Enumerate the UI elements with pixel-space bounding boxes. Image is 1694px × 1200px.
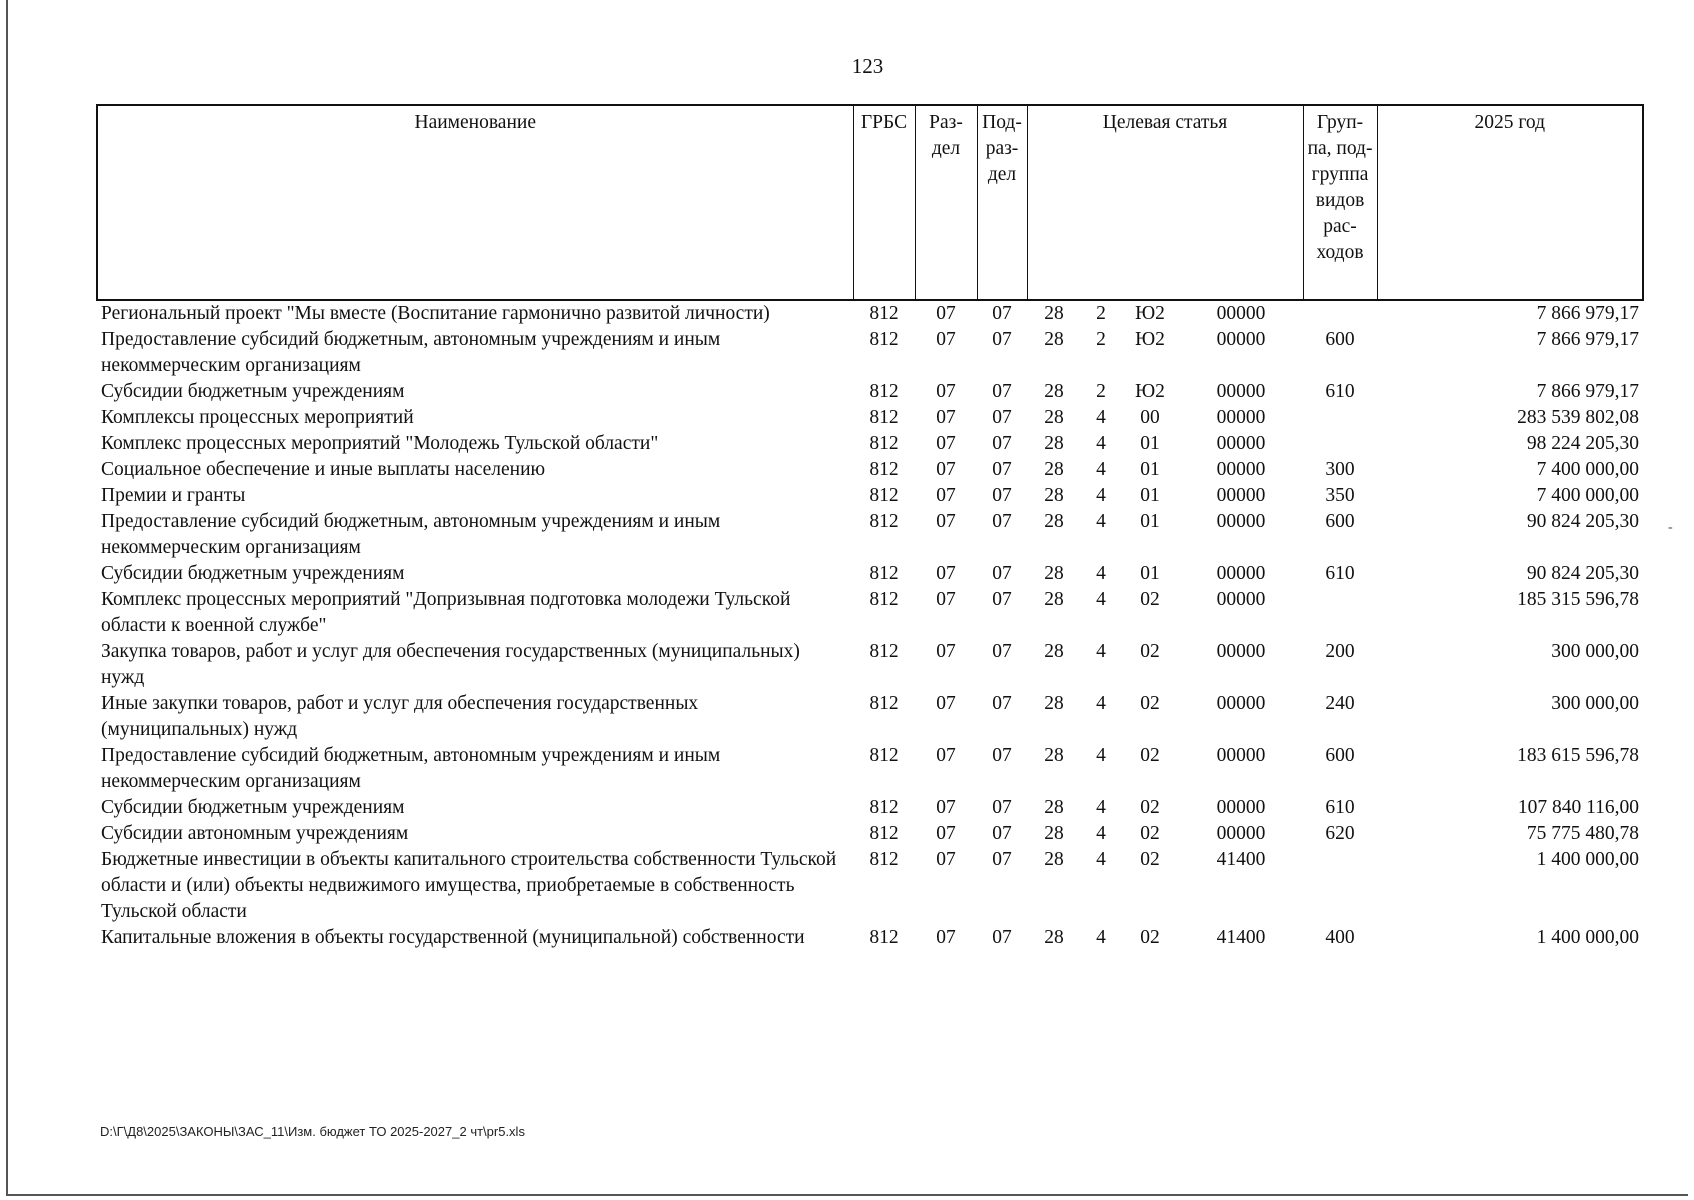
row-cs-direction: 00000 [1216,303,1266,324]
row-cs-direction: 00000 [1216,459,1266,480]
row-name: Субсидии бюджетным учреждениям [101,563,405,584]
row-cs-element: 01 [1140,433,1160,454]
row-razdel: 07 [936,849,956,870]
row-cs-direction: 00000 [1216,745,1266,766]
row-cs-program: 28 [1044,693,1064,714]
row-razdel: 07 [936,927,956,948]
row-podrazdel: 07 [992,693,1012,714]
row-podrazdel: 07 [992,407,1012,428]
row-cs-program: 28 [1044,381,1064,402]
row-name: Премии и гранты [101,485,246,506]
row-vid-rashodov: 610 [1325,797,1355,818]
row-cs-element: 01 [1140,459,1160,480]
row-cs-program: 28 [1044,797,1064,818]
row-cs-element: 02 [1140,797,1160,818]
header-podrazdel: Под- раз- дел [977,105,1027,300]
row-cs-type: 4 [1096,589,1106,610]
page-frame-left [6,0,8,1196]
stray-mark: - [1668,520,1673,535]
row-cs-direction: 00000 [1216,693,1266,714]
table-row [97,795,1643,821]
row-amount: 107 840 116,00 [1517,797,1640,818]
row-amount: 183 615 596,78 [1517,745,1640,766]
table-row [97,925,1643,951]
header-razdel: Раз- дел [915,105,977,300]
row-razdel: 07 [936,745,956,766]
row-amount: 185 315 596,78 [1517,589,1640,610]
row-name: Субсидии бюджетным учреждениям [101,381,405,402]
row-cs-direction: 00000 [1216,563,1266,584]
row-podrazdel: 07 [992,485,1012,506]
row-podrazdel: 07 [992,563,1012,584]
row-razdel: 07 [936,303,956,324]
row-cs-type: 4 [1096,823,1106,844]
row-cs-type: 2 [1096,303,1106,324]
row-grbs: 812 [869,927,899,948]
row-amount: 283 539 802,08 [1517,407,1640,428]
row-name: Субсидии бюджетным учреждениям [101,797,405,818]
row-grbs: 812 [869,329,899,350]
row-cs-program: 28 [1044,641,1064,662]
row-cs-program: 28 [1044,589,1064,610]
row-name: Предоставление субсидий бюджетным, автономным учреждениям и иным некоммерческим организациям [101,745,721,792]
row-cs-program: 28 [1044,563,1064,584]
row-name: Закупка товаров, работ и услуг для обеспечения государственных (муниципальных) нужд [101,641,800,688]
row-amount: 90 824 205,30 [1526,511,1640,532]
row-amount: 7 866 979,17 [1536,303,1640,324]
row-podrazdel: 07 [992,849,1012,870]
row-cs-program: 28 [1044,459,1064,480]
row-amount: 1 400 000,00 [1536,849,1640,870]
row-cs-element: 02 [1140,823,1160,844]
table-row [97,300,1643,327]
row-name: Комплекс процессных мероприятий "Допризывная подготовка молодежи Тульской области к военной службе" [101,589,791,636]
row-cs-direction: 41400 [1216,849,1266,870]
row-cs-direction: 00000 [1216,797,1266,818]
row-cs-element: Ю2 [1135,329,1165,350]
row-cs-type: 2 [1096,329,1106,350]
row-cs-direction: 41400 [1216,927,1266,948]
header-grbs: ГРБС [853,105,915,300]
table-row [97,639,1643,691]
row-cs-element: 00 [1140,407,1160,428]
row-cs-program: 28 [1044,927,1064,948]
row-vid-rashodov [1303,405,1377,431]
table-row [97,457,1643,483]
row-podrazdel: 07 [992,329,1012,350]
table-row [97,431,1643,457]
table-row [97,379,1643,405]
row-vid-rashodov: 610 [1325,381,1355,402]
header-celevaya-statya: Целевая статья [1027,105,1303,300]
row-razdel: 07 [936,589,956,610]
table-row [97,587,1643,639]
row-cs-direction: 00000 [1216,329,1266,350]
row-razdel: 07 [936,563,956,584]
row-amount: 75 775 480,78 [1526,823,1640,844]
table-row [97,847,1643,925]
row-razdel: 07 [936,329,956,350]
row-cs-element: 02 [1140,849,1160,870]
table-row [97,691,1643,743]
row-cs-direction: 00000 [1216,485,1266,506]
row-razdel: 07 [936,433,956,454]
row-cs-direction: 00000 [1216,433,1266,454]
row-grbs: 812 [869,849,899,870]
row-grbs: 812 [869,303,899,324]
row-cs-element: Ю2 [1135,303,1165,324]
row-cs-type: 4 [1096,563,1106,584]
row-cs-direction: 00000 [1216,641,1266,662]
row-razdel: 07 [936,797,956,818]
row-cs-direction: 00000 [1216,823,1266,844]
row-amount: 7 866 979,17 [1536,329,1640,350]
table-row [97,405,1643,431]
row-grbs: 812 [869,511,899,532]
row-amount: 98 224 205,30 [1526,433,1640,454]
row-amount: 7 400 000,00 [1536,459,1640,480]
row-cs-direction: 00000 [1216,381,1266,402]
row-cs-type: 4 [1096,927,1106,948]
table-header [97,105,1643,300]
row-cs-element: Ю2 [1135,381,1165,402]
row-cs-element: 01 [1140,485,1160,506]
row-name: Бюджетные инвестиции в объекты капитального строительства собственности Тульской области и (или) объекты недвижимого имущества, приобретаемые в собственность Тульской области [101,849,837,922]
row-amount: 90 824 205,30 [1526,563,1640,584]
row-vid-rashodov: 600 [1325,511,1355,532]
row-vid-rashodov: 600 [1325,329,1355,350]
row-cs-direction: 00000 [1216,407,1266,428]
header-year-2025: 2025 год [1377,105,1643,300]
row-podrazdel: 07 [992,511,1012,532]
row-grbs: 812 [869,745,899,766]
row-razdel: 07 [936,407,956,428]
row-cs-element: 01 [1140,511,1160,532]
row-podrazdel: 07 [992,381,1012,402]
row-podrazdel: 07 [992,823,1012,844]
row-podrazdel: 07 [992,797,1012,818]
budget-table [96,104,1644,951]
row-podrazdel: 07 [992,303,1012,324]
header-gruppa-vidov-rashodov: Груп- па, под- группа видов рас- ходов [1303,105,1377,300]
row-grbs: 812 [869,693,899,714]
row-name: Комплекс процессных мероприятий "Молодежь Тульской области" [101,433,659,454]
row-cs-element: 01 [1140,563,1160,584]
row-cs-direction: 00000 [1216,511,1266,532]
row-cs-element: 02 [1140,927,1160,948]
row-grbs: 812 [869,589,899,610]
row-razdel: 07 [936,511,956,532]
row-cs-program: 28 [1044,849,1064,870]
row-podrazdel: 07 [992,745,1012,766]
row-name: Предоставление субсидий бюджетным, автономным учреждениям и иным некоммерческим организациям [101,511,721,558]
row-grbs: 812 [869,407,899,428]
row-name: Социальное обеспечение и иные выплаты населению [101,459,546,480]
row-cs-program: 28 [1044,511,1064,532]
page-frame-bottom [6,1194,1688,1196]
row-cs-type: 4 [1096,849,1106,870]
table-row [97,743,1643,795]
row-amount: 1 400 000,00 [1536,927,1640,948]
row-cs-direction: 00000 [1216,589,1266,610]
row-cs-type: 4 [1096,459,1106,480]
row-amount: 300 000,00 [1551,693,1640,714]
row-razdel: 07 [936,485,956,506]
row-vid-rashodov [1303,847,1377,925]
row-razdel: 07 [936,823,956,844]
row-vid-rashodov: 350 [1325,485,1355,506]
row-cs-type: 4 [1096,693,1106,714]
row-podrazdel: 07 [992,459,1012,480]
row-name: Субсидии автономным учреждениям [101,823,409,844]
row-cs-program: 28 [1044,485,1064,506]
row-razdel: 07 [936,693,956,714]
row-vid-rashodov [1303,587,1377,639]
row-grbs: 812 [869,459,899,480]
table-row [97,509,1643,561]
row-cs-element: 02 [1140,745,1160,766]
row-cs-type: 4 [1096,485,1106,506]
row-grbs: 812 [869,797,899,818]
row-vid-rashodov: 610 [1325,563,1355,584]
header-name: Наименование [97,105,853,300]
row-vid-rashodov: 620 [1325,823,1355,844]
row-cs-program: 28 [1044,329,1064,350]
row-cs-element: 02 [1140,693,1160,714]
row-cs-program: 28 [1044,433,1064,454]
row-cs-element: 02 [1140,641,1160,662]
row-razdel: 07 [936,459,956,480]
row-podrazdel: 07 [992,589,1012,610]
row-name: Региональный проект "Мы вместе (Воспитание гармонично развитой личности) [101,303,770,324]
row-cs-program: 28 [1044,303,1064,324]
row-cs-type: 4 [1096,745,1106,766]
row-cs-type: 4 [1096,511,1106,532]
table-row [97,821,1643,847]
row-grbs: 812 [869,433,899,454]
table-row [97,483,1643,509]
row-cs-type: 4 [1096,797,1106,818]
table-row [97,327,1643,379]
row-vid-rashodov: 240 [1325,693,1355,714]
row-podrazdel: 07 [992,433,1012,454]
row-cs-type: 2 [1096,381,1106,402]
row-razdel: 07 [936,641,956,662]
row-grbs: 812 [869,563,899,584]
row-cs-type: 4 [1096,641,1106,662]
row-grbs: 812 [869,823,899,844]
row-amount: 7 400 000,00 [1536,485,1640,506]
page-number: 123 [851,54,884,78]
row-amount: 300 000,00 [1551,641,1640,662]
row-amount: 7 866 979,17 [1536,381,1640,402]
row-razdel: 07 [936,381,956,402]
table-body [97,300,1643,951]
row-vid-rashodov: 400 [1325,927,1355,948]
row-vid-rashodov: 300 [1325,459,1355,480]
footer-file-path: D:\Г\Д8\2025\ЗАКОНЫ\ЗАС_11\Изм. бюджет ТО 2025-2027_2 чт\pr5.xls [100,1124,525,1139]
row-vid-rashodov [1303,300,1377,327]
row-name: Капитальные вложения в объекты государственной (муниципальной) собственности [101,927,805,948]
row-grbs: 812 [869,485,899,506]
row-vid-rashodov [1303,431,1377,457]
row-cs-program: 28 [1044,407,1064,428]
row-vid-rashodov: 600 [1325,745,1355,766]
row-grbs: 812 [869,641,899,662]
row-name: Комплексы процессных мероприятий [101,407,414,428]
row-cs-type: 4 [1096,433,1106,454]
row-podrazdel: 07 [992,927,1012,948]
row-cs-type: 4 [1096,407,1106,428]
row-cs-program: 28 [1044,823,1064,844]
table-row [97,561,1643,587]
row-name: Иные закупки товаров, работ и услуг для обеспечения государственных (муниципальных) нужд [101,693,699,740]
row-vid-rashodov: 200 [1325,641,1355,662]
row-cs-program: 28 [1044,745,1064,766]
row-cs-element: 02 [1140,589,1160,610]
row-podrazdel: 07 [992,641,1012,662]
row-name: Предоставление субсидий бюджетным, автономным учреждениям и иным некоммерческим организациям [101,329,721,376]
row-grbs: 812 [869,381,899,402]
